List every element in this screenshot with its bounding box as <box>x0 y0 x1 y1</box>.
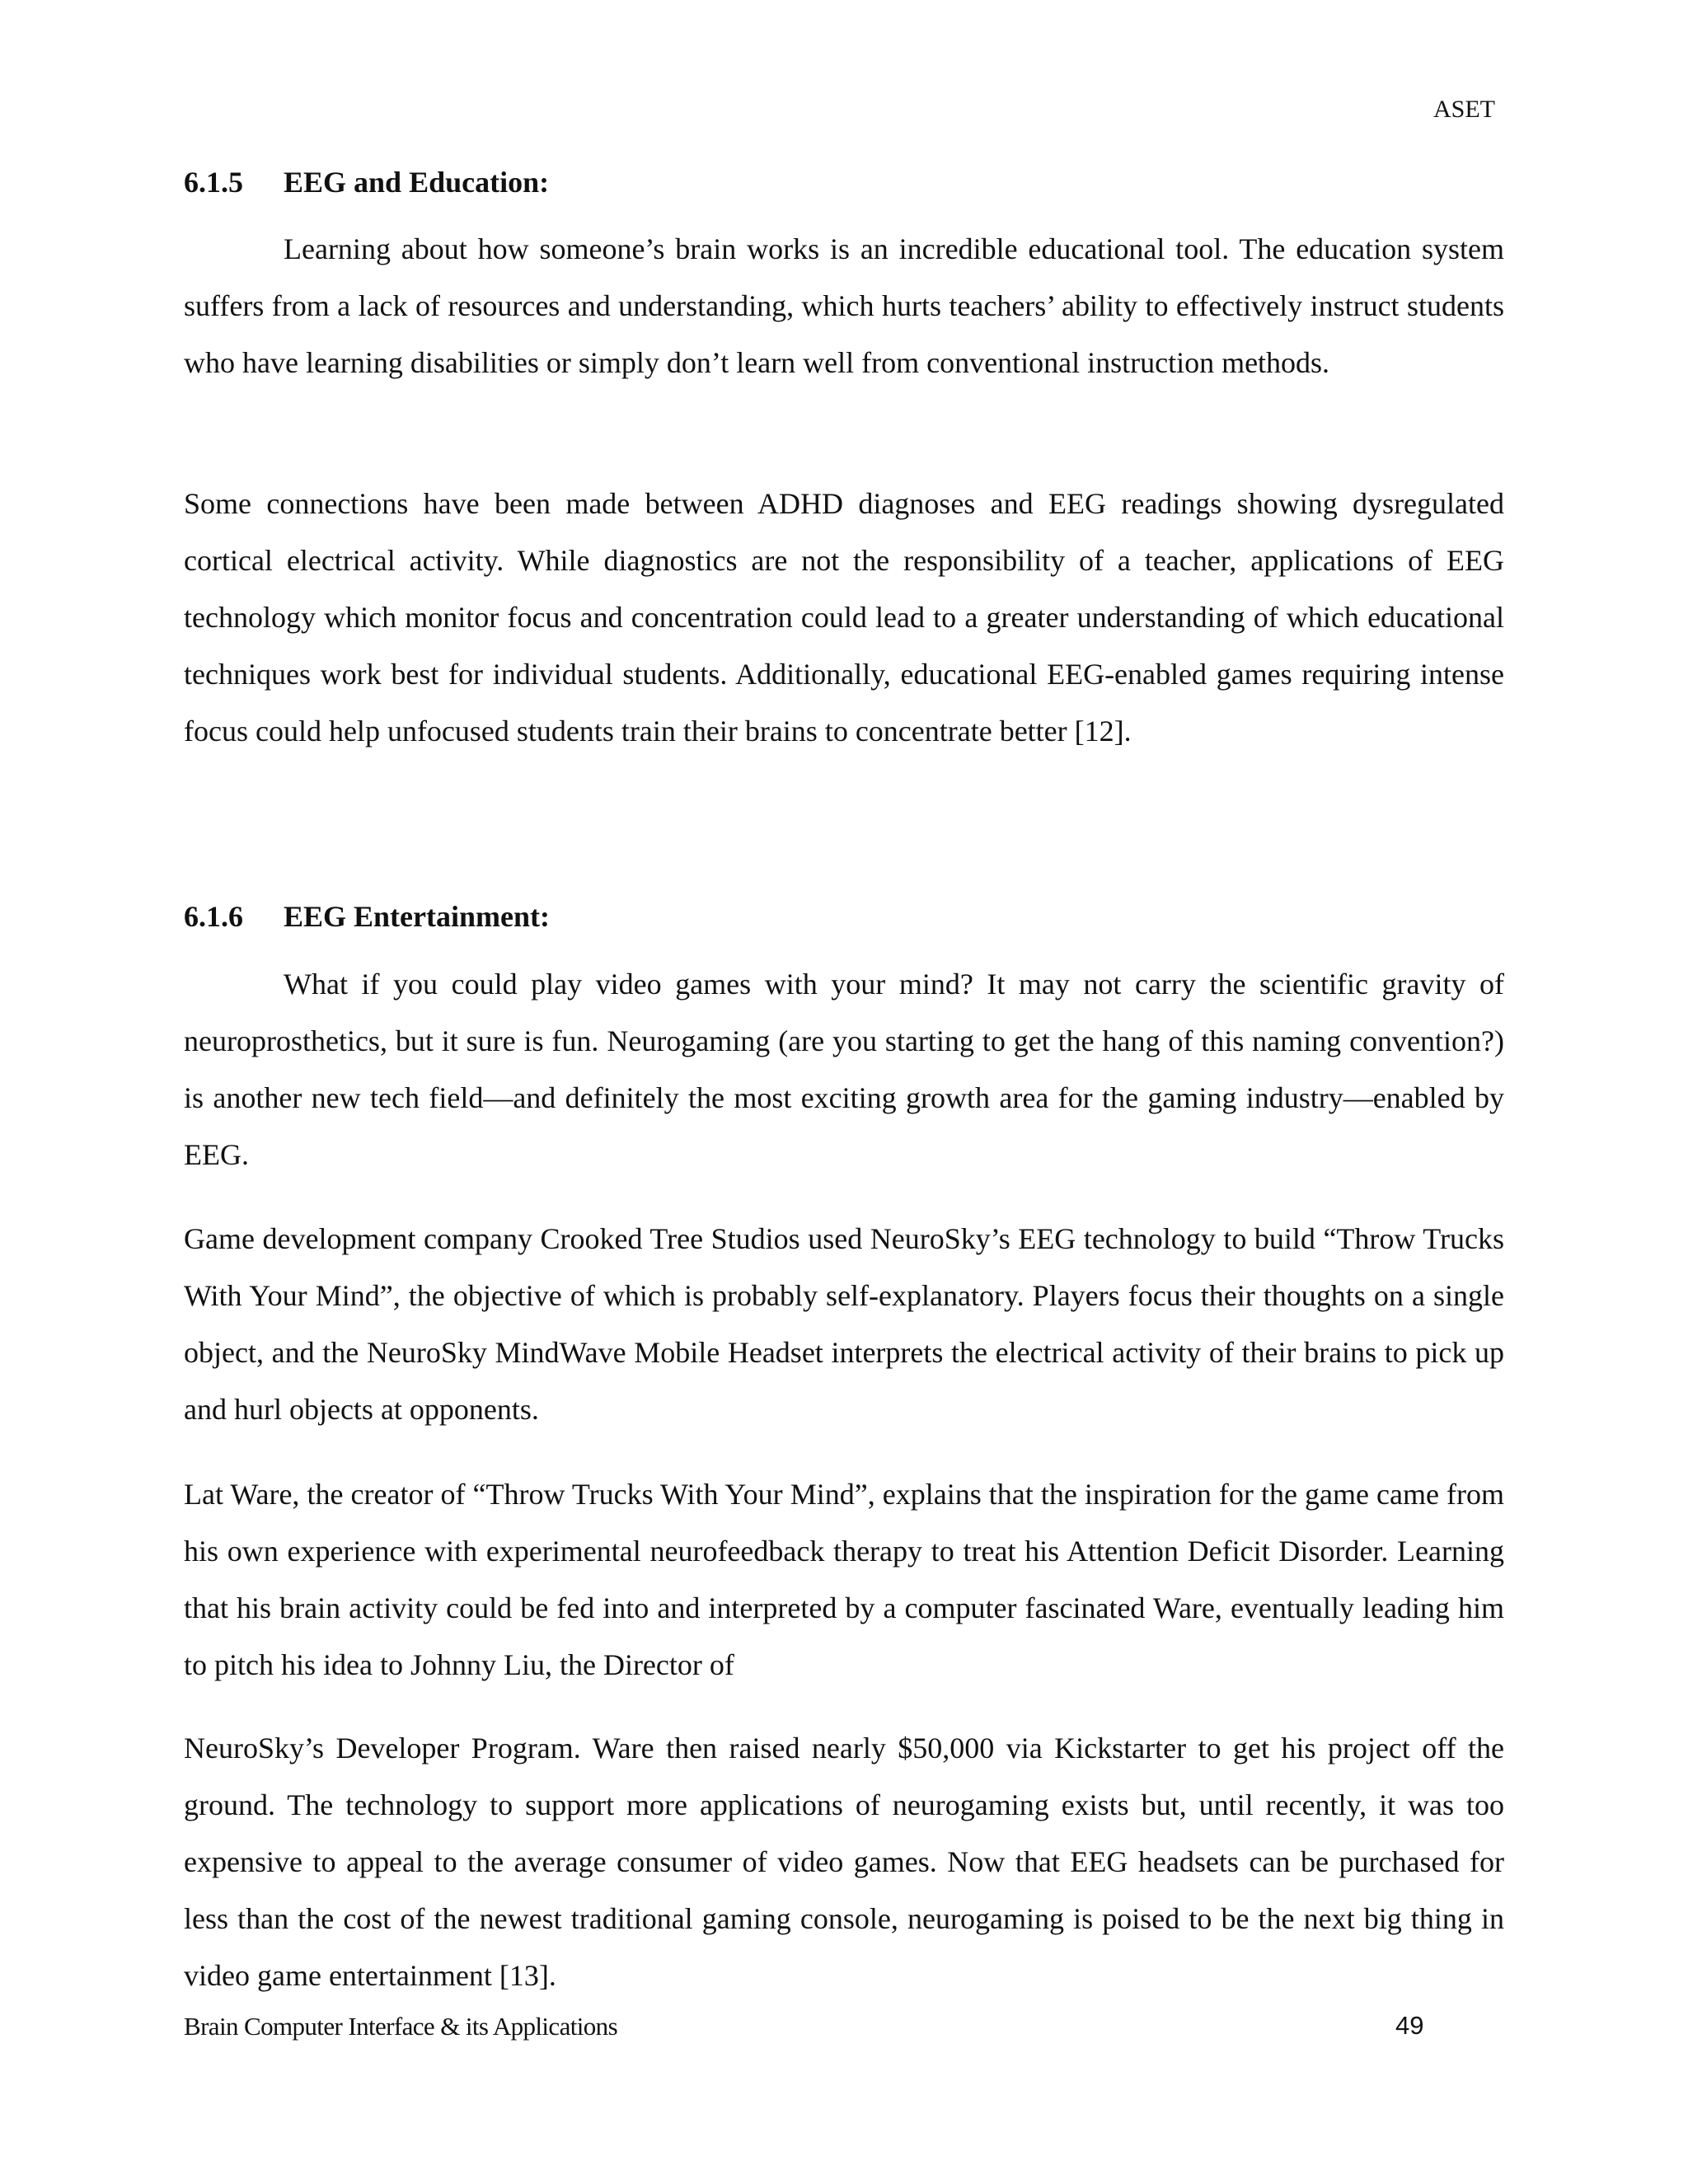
paragraph: Game development company Crooked Tree Studios used NeuroSky’s EEG technology to build “Throw Trucks With Your Mind”, the objective of which is probably self-explanatory. Players focus their thoughts on a single object, and the NeuroSky MindWave Mobile Headset interprets the electrical activity of their brains to pick up and hurl objects at opponents. <box>184 1222 1504 1426</box>
page-number: 49 <box>1395 2011 1424 2040</box>
paragraph: NeuroSky’s Developer Program. Ware then raised nearly $50,000 via Kickstarter to get his project off the ground. The technology to support more applications of neurogaming exists but, until recently, it was too expensive to appeal to the average consumer of video games. Now that EEG headsets can be purchased for less than the cost of the newest traditional gaming console, neurogaming is poised to be the next big thing in video game entertainment [13]. <box>184 1732 1504 1992</box>
running-header: ASET <box>1433 96 1495 123</box>
section-title: EEG and Education: <box>284 166 550 199</box>
section-heading-6-1-6 <box>184 899 550 934</box>
paragraph: Lat Ware, the creator of “Throw Trucks With Your Mind”, explains that the inspiration for the game came from his own experience with experimental neurofeedback therapy to treat his Attention Deficit Disorder. Learning that his brain activity could be fed into and interpreted by a computer fascinated Ware, eventually leading him to pitch his idea to Johnny Liu, the Director of <box>184 1478 1504 1681</box>
section-heading-6-1-5 <box>184 165 549 199</box>
footer-title: Brain Computer Interface & its Applications <box>184 2012 618 2041</box>
section-number: 6.1.5 <box>184 166 243 199</box>
paragraph: What if you could play video games with your mind? It may not carry the scientific gravity of neuroprosthetics, but it sure is fun. Neurogaming (are you starting to get the hang of this naming convention?) is another new tech field—and definitely the most exciting growth area for the gaming industry—enabled by EEG. <box>184 968 1504 1171</box>
paragraph: Learning about how someone’s brain works is an incredible educational tool. The education system suffers from a lack of resources and understanding, which hurts teachers’ ability to effectively instruct students who have learning disabilities or simply don’t learn well from conventional instruction methods. <box>184 232 1504 379</box>
section-number: 6.1.6 <box>184 900 243 933</box>
section-title: EEG Entertainment: <box>284 900 550 933</box>
paragraph: Some connections have been made between ADHD diagnoses and EEG readings showing dysregulated cortical electrical activity. While diagnostics are not the responsibility of a teacher, applications of EEG technology which monitor focus and concentration could lead to a greater understanding of which educational techniques work best for individual students. Additionally, educational EEG-enabled games requiring intense focus could help unfocused students train their brains to concentrate better [12]. <box>184 487 1504 748</box>
